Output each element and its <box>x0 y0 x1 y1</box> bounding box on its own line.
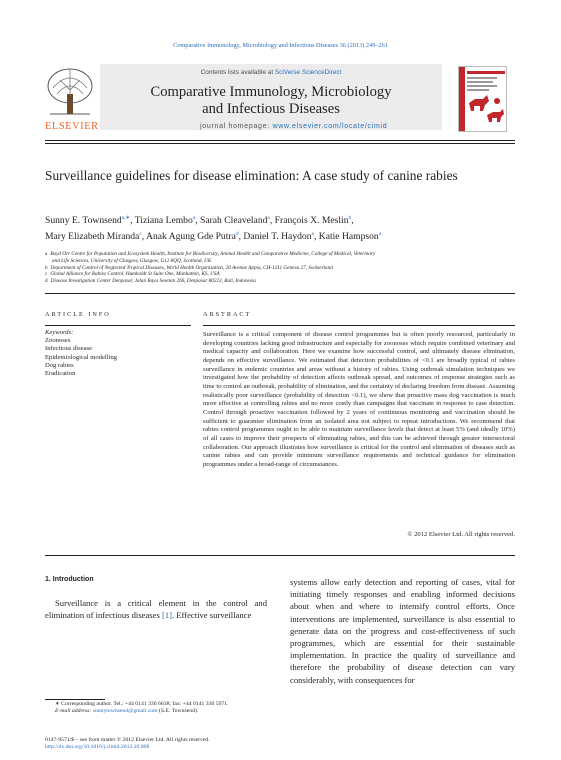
abstract-heading: ABSTRACT <box>203 311 252 318</box>
homepage-link[interactable]: www.elsevier.com/locate/cimid <box>272 123 388 130</box>
journal-title-line2: and Infectious Diseases <box>202 101 340 117</box>
section-divider-2 <box>45 555 515 556</box>
section-divider <box>45 293 515 294</box>
author-name: Anak Agung Gde Putra <box>146 230 236 242</box>
journal-masthead <box>45 64 515 144</box>
author-name: Sarah Cleaveland <box>200 215 268 227</box>
copyright-notice: © 2012 Elsevier Ltd. All rights reserved. <box>407 531 515 538</box>
author-name: Katie Hampson <box>318 230 379 242</box>
affiliation-mark: a <box>45 251 48 257</box>
masthead-banner <box>100 64 442 130</box>
journal-title <box>100 84 442 118</box>
author-separator: , <box>351 215 354 227</box>
contents-prefix: Contents lists available at <box>200 69 275 76</box>
homepage-prefix: journal homepage: <box>200 123 273 130</box>
author-separator: , <box>238 230 244 242</box>
author-separator: , <box>141 230 147 242</box>
author-name: Sunny E. Townsend <box>45 215 122 227</box>
corresponding-author: ∗ Corresponding author. Tel.: +44 0141 330 6638; fax: +44 0141 330 5971. <box>55 701 229 707</box>
elsevier-wordmark: ELSEVIER <box>45 121 99 132</box>
publication-info <box>45 737 285 751</box>
intro-left-text: Surveillance is a critical element in the control and elimination of infectious diseases <box>45 598 267 621</box>
abstract-text: Surveillance is a critical component of disease control programmes but is often poorly resourced, particularly in developing countries lacking good infrastructure and especially for zoonoses which require combined veterinary and medical capacity and collaboration. Here we examine how successful control, and ultimately disease elimination, depends on effective surveillance. We estimated that detection probabilities of <0.1 are broadly typical of rabies surveillance in endemic countries and areas without a history of rabies. Using outbreak simulation techniques we investigated how the probability of detection affects outbreak spread, and outcomes of response strategies such as time to control an outbreak, probability of elimination, and the certainty of declaring freedom from disease. Assuming realistically poor surveillance (probability of detection <0.1), we show that proactive mass dog vaccination is much more effective at controlling rabies and no more costly than campaigns that vaccinate in response to case detection. Control through proactive vaccination followed by 2 years of continuous monitoring and vaccination should be sufficient to guarantee elimination from an isolated area not subject to repeat introductions. We recommend that rabies control programmes ought to be able to maintain surveillance levels that detect at least 5% (and ideally 10%) of all cases to improve their prospects of eliminating rabies, and this can be achieved through greater intersectoral collaboration. Our approach illustrates how surveillance is critical for the control and elimination of diseases such as canine rabies and can provide minimum surveillance requirements and technical guidance for elimination programmes under a broad-range of circumstances. <box>203 331 515 468</box>
reference-link-1[interactable]: [1] <box>161 610 172 621</box>
affiliation-text: and Life Sciences, University of Glasgow, Glasgow, G12 8QQ, Scotland, UK <box>52 257 212 264</box>
keyword: Dog rabies <box>45 361 74 369</box>
keyword: Zoonoses <box>45 337 71 345</box>
cover-art-icon <box>467 71 505 127</box>
keyword: Epidemiological modelling <box>45 353 117 361</box>
affiliations <box>45 251 515 285</box>
author-line-2 <box>45 228 515 244</box>
article-title: Surveillance guidelines for disease elimination: A case study of canine rabies <box>45 168 458 183</box>
cover-bar <box>459 67 465 131</box>
contents-available <box>100 69 442 76</box>
author-separator: , <box>313 230 319 242</box>
affiliation-text: Boyd Orr Centre for Population and Ecosystem Health, Institute for Biodiversity, Animal Health and Comparative Medicine, College of Medical, Veterinary <box>50 251 376 257</box>
keyword: Eradication <box>45 370 76 378</box>
affiliation-text: Global Alliance for Rabies Control, Humboldt St Suite One, Manhattan, KS, USA <box>50 271 220 278</box>
author-affiliation-mark[interactable]: a <box>192 215 196 221</box>
affiliation-mark: c <box>45 271 48 278</box>
keyword: Infectious disease <box>45 345 93 353</box>
email-suffix: (S.E. Townsend). <box>157 708 199 715</box>
affiliation-line <box>45 251 515 258</box>
author-separator: , <box>269 215 275 227</box>
masthead-rule <box>45 140 515 141</box>
author-list <box>45 212 515 243</box>
abstract-rule <box>203 325 515 326</box>
author-name: François X. Meslin <box>274 215 349 227</box>
affiliation-mark: b <box>45 264 48 271</box>
affiliation-line <box>45 278 515 285</box>
journal-homepage <box>200 123 387 130</box>
intro-left-column <box>45 597 267 621</box>
affiliation-text: Disease Investigation Center Denpasar, Jalan Raya Sesetan 266, Denpasar 80223, Bali, Indonesia <box>50 278 256 285</box>
author-affiliation-mark[interactable]: a <box>267 215 270 221</box>
keywords-label: Keywords: <box>45 329 74 336</box>
running-header[interactable]: Comparative Immunology, Microbiology and Infectious Diseases 36 (2013) 249–261 <box>173 42 388 49</box>
author-affiliation-mark[interactable]: a <box>311 230 314 237</box>
author-affiliation-mark[interactable]: d <box>235 230 239 237</box>
keywords-block <box>45 329 117 378</box>
journal-cover-thumbnail <box>458 66 507 132</box>
article-info-rule <box>45 325 191 326</box>
author-affiliation-mark[interactable]: b <box>348 215 352 221</box>
sciencedirect-link[interactable]: SciVerse ScienceDirect <box>274 69 342 76</box>
doi-link[interactable]: http://dx.doi.org/10.1016/j.cimid.2012.10.008 <box>45 744 150 751</box>
author-line-1 <box>45 212 515 228</box>
author-name: Mary Elizabeth Miranda <box>45 230 140 242</box>
affiliation-line <box>45 258 515 265</box>
author-affiliation-mark[interactable]: a <box>378 230 382 237</box>
introduction-heading: 1. Introduction <box>45 576 94 583</box>
email-link[interactable]: sunnytownsend@gmail.com <box>92 708 158 715</box>
affiliation-text: Department of Control of Neglected Tropical Diseases, World Health Organization, 20 Avenue Appia, CH-1211 Geneva 27, Switzerland <box>50 264 333 271</box>
author-separator: , <box>130 215 135 227</box>
email-label: E-mail address: <box>55 708 93 715</box>
issn-line: 0147-9571/$ – see front matter © 2012 Elsevier Ltd. All rights reserved. <box>45 737 210 743</box>
intro-right-column: systems allow early detection and reporting of cases, vital for initiating timely responses and enabling informed decisions about when and where to intensify control efforts. Once interventions are implemented, surveillance is also essential to generate data on the progress and cost-effectiveness of such programmes, which are essential for their sustainable implementation. In practice the quality of surveillance and therefore the probability of disease detection can vary considerably, with consequences for <box>290 577 515 685</box>
intro-left-text-end: . Effective surveillance <box>171 610 252 621</box>
author-name: Tiziana Lembo <box>134 215 193 227</box>
corresponding-author-footnote <box>45 701 285 715</box>
article-info-heading: ARTICLE INFO <box>45 311 111 318</box>
affiliation-mark: d <box>45 278 48 285</box>
email-line <box>45 708 285 715</box>
affiliation-line <box>45 271 515 278</box>
author-affiliation-mark[interactable]: c <box>139 230 142 237</box>
author-affiliation-mark[interactable]: a,∗ <box>121 215 131 221</box>
keywords-list <box>45 337 117 378</box>
author-separator: , <box>195 215 201 227</box>
journal-title-line1: Comparative Immunology, Microbiology <box>150 84 392 100</box>
masthead-rule-thin <box>45 143 515 144</box>
author-name: Daniel T. Haydon <box>243 230 312 242</box>
footnote-rule <box>45 699 105 700</box>
